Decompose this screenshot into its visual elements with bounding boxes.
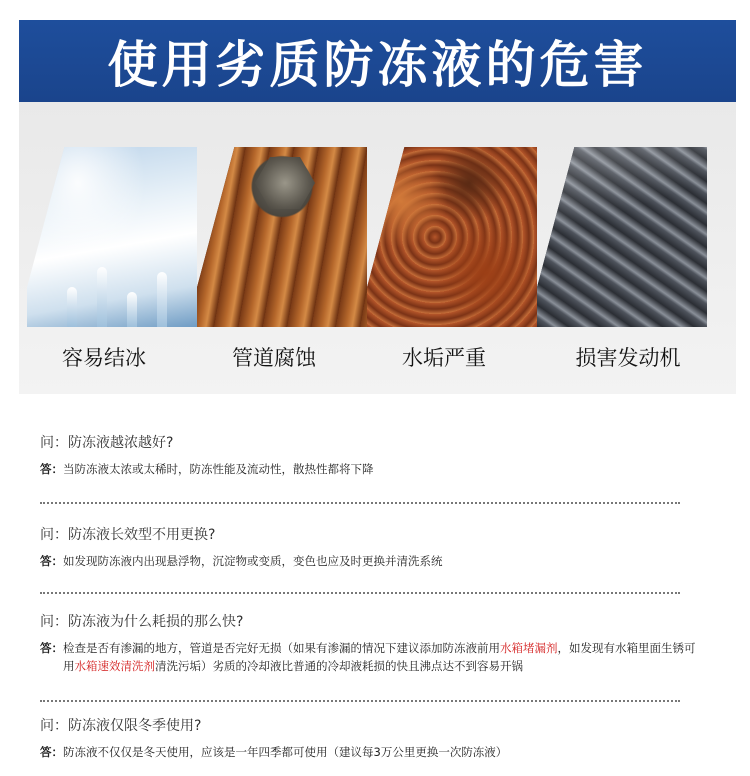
divider xyxy=(40,700,680,702)
answer-text: 如发现防冻液内出现悬浮物，沉淀物或变质，变色也应及时更换并清洗系统 xyxy=(63,554,443,568)
faq-question: 问：防冻液长效型不用更换? xyxy=(40,527,216,543)
hazard-label-scale: 水垢严重 xyxy=(402,346,486,370)
banner-title: 使用劣质防冻液的危害 xyxy=(107,36,648,94)
hazard-label-freezing: 容易结冰 xyxy=(62,346,146,370)
faq-question: 问：防冻液为什么耗损的那么快? xyxy=(40,614,244,630)
product-link-leak-sealer: 水箱堵漏剂 xyxy=(500,641,558,655)
faq-question: 问：防冻液越浓越好? xyxy=(40,435,174,451)
answer-text: 防冻液不仅仅是冬天使用，应该是一年四季都可使用（建议每3万公里更换一次防冻液） xyxy=(63,745,508,759)
answer-text: 当防冻液太浓或太稀时，防冻性能及流动性，散热性都将下降 xyxy=(63,462,374,476)
hazard-gallery xyxy=(19,102,736,394)
faq-answer xyxy=(40,552,700,570)
faq-answer xyxy=(40,743,700,761)
ice-photo xyxy=(27,147,197,327)
faq-item xyxy=(40,432,700,478)
rusted-pipe-photo xyxy=(197,147,367,327)
divider xyxy=(40,502,680,504)
faq-item xyxy=(40,715,700,761)
hazard-label-corrosion: 管道腐蚀 xyxy=(232,346,316,370)
answer-prefix: 答： xyxy=(40,462,63,476)
answer-prefix: 答： xyxy=(40,745,63,759)
title-banner xyxy=(19,20,736,102)
answer-text-part: 检查是否有渗漏的地方，管道是否完好无损（如果有渗漏的情况下建议添加防冻液前用 xyxy=(63,641,500,655)
divider xyxy=(40,592,680,594)
answer-text-part: 清洗污垢）劣质的冷却液比普通的冷却液耗损的快且沸点达不到容易开锅 xyxy=(155,659,523,673)
faq-question: 问：防冻液仅限冬季使用? xyxy=(40,718,202,734)
answer-prefix: 答： xyxy=(40,641,63,655)
faq-item xyxy=(40,611,700,675)
answer-text xyxy=(63,639,700,675)
product-link-radiator-cleaner: 水箱速效清洗剂 xyxy=(74,659,155,673)
faq-answer xyxy=(40,639,700,675)
hazard-label-engine: 损害发动机 xyxy=(575,346,681,370)
faq-item xyxy=(40,524,700,570)
answer-text-part: ，如发现有水箱里面生锈可用 xyxy=(63,641,696,673)
engine-photo xyxy=(537,147,707,327)
answer-prefix: 答： xyxy=(40,554,63,568)
scale-photo xyxy=(367,147,537,327)
faq-answer xyxy=(40,460,700,478)
